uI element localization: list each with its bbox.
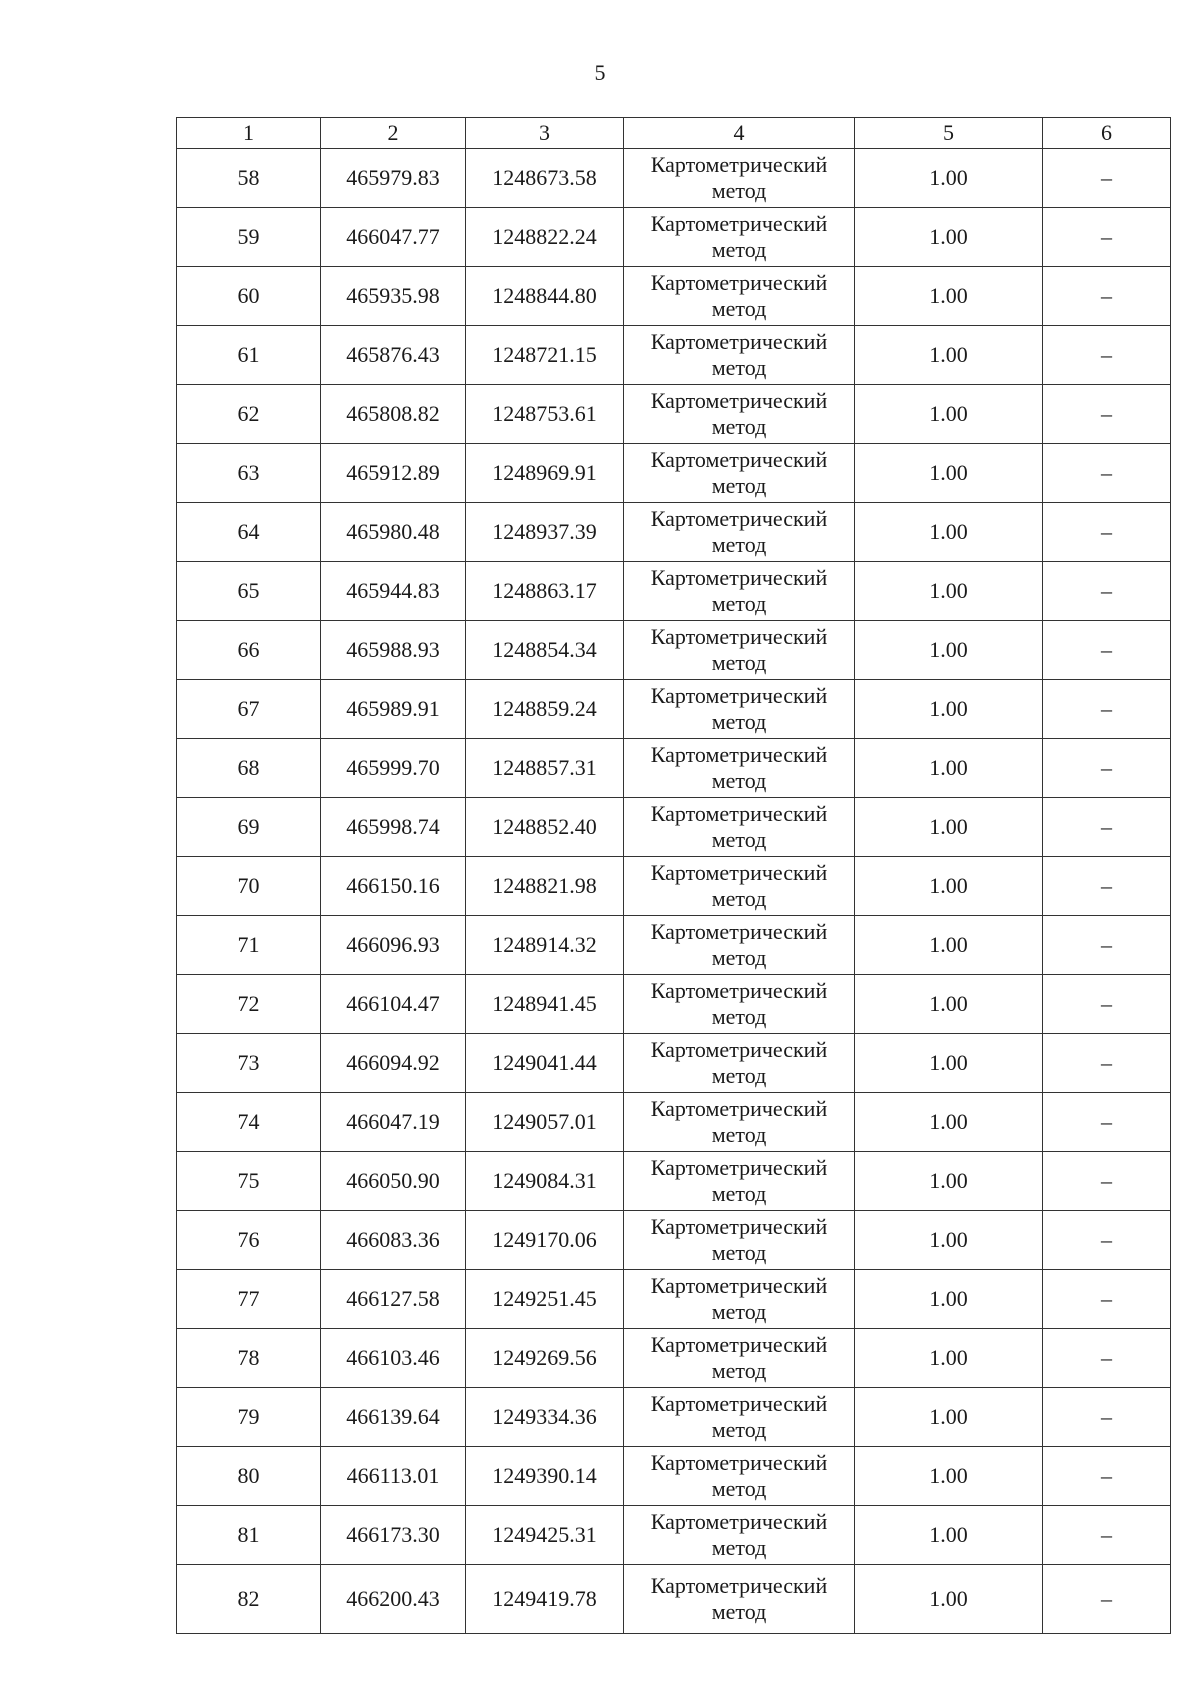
coordinates-table bbox=[176, 117, 1171, 1634]
x-coordinate-cell: 466047.19 bbox=[321, 1093, 466, 1152]
method-line-1: Картометрический bbox=[650, 978, 828, 1003]
method-line-1: Картометрический bbox=[650, 1096, 828, 1121]
table-row bbox=[177, 326, 1171, 385]
method-cell bbox=[624, 680, 855, 739]
point-number-cell: 78 bbox=[177, 1329, 321, 1388]
y-coordinate-cell: 1248753.61 bbox=[466, 385, 624, 444]
accuracy-cell: 1.00 bbox=[855, 267, 1043, 326]
point-number-cell: 82 bbox=[177, 1565, 321, 1634]
method-line-1: Картометрический bbox=[650, 919, 828, 944]
note-cell: – bbox=[1043, 1034, 1171, 1093]
point-number-cell: 59 bbox=[177, 208, 321, 267]
y-coordinate-cell: 1248852.40 bbox=[466, 798, 624, 857]
method-line-2: метод bbox=[711, 591, 767, 616]
accuracy-cell: 1.00 bbox=[855, 1329, 1043, 1388]
y-coordinate-cell: 1248914.32 bbox=[466, 916, 624, 975]
note-cell: – bbox=[1043, 621, 1171, 680]
method-line-2: метод bbox=[711, 296, 767, 321]
method-line-1: Картометрический bbox=[650, 565, 828, 590]
method-cell bbox=[624, 1270, 855, 1329]
table-row bbox=[177, 267, 1171, 326]
x-coordinate-cell: 466047.77 bbox=[321, 208, 466, 267]
x-coordinate-cell: 466094.92 bbox=[321, 1034, 466, 1093]
note-cell: – bbox=[1043, 857, 1171, 916]
accuracy-cell: 1.00 bbox=[855, 916, 1043, 975]
method-cell bbox=[624, 1447, 855, 1506]
method-line-1: Картометрический bbox=[650, 1332, 828, 1357]
method-line-2: метод bbox=[711, 1358, 767, 1383]
method-line-2: метод bbox=[711, 1181, 767, 1206]
table-row bbox=[177, 680, 1171, 739]
point-number-cell: 60 bbox=[177, 267, 321, 326]
method-cell bbox=[624, 975, 855, 1034]
x-coordinate-cell: 465989.91 bbox=[321, 680, 466, 739]
method-line-2: метод bbox=[711, 945, 767, 970]
x-coordinate-cell: 466139.64 bbox=[321, 1388, 466, 1447]
table-row bbox=[177, 1093, 1171, 1152]
column-header-6: 6 bbox=[1043, 118, 1171, 149]
method-line-1: Картометрический bbox=[650, 447, 828, 472]
method-line-2: метод bbox=[711, 886, 767, 911]
method-line-1: Картометрический bbox=[650, 1155, 828, 1180]
x-coordinate-cell: 466050.90 bbox=[321, 1152, 466, 1211]
table-row bbox=[177, 1270, 1171, 1329]
accuracy-cell: 1.00 bbox=[855, 798, 1043, 857]
y-coordinate-cell: 1248969.91 bbox=[466, 444, 624, 503]
method-line-2: метод bbox=[711, 355, 767, 380]
method-cell bbox=[624, 739, 855, 798]
method-cell bbox=[624, 1329, 855, 1388]
y-coordinate-cell: 1248822.24 bbox=[466, 208, 624, 267]
point-number-cell: 68 bbox=[177, 739, 321, 798]
x-coordinate-cell: 465808.82 bbox=[321, 385, 466, 444]
method-line-1: Картометрический bbox=[650, 1450, 828, 1475]
y-coordinate-cell: 1249084.31 bbox=[466, 1152, 624, 1211]
table-row bbox=[177, 739, 1171, 798]
table-row bbox=[177, 621, 1171, 680]
x-coordinate-cell: 466127.58 bbox=[321, 1270, 466, 1329]
note-cell: – bbox=[1043, 916, 1171, 975]
note-cell: – bbox=[1043, 739, 1171, 798]
point-number-cell: 75 bbox=[177, 1152, 321, 1211]
x-coordinate-cell: 466096.93 bbox=[321, 916, 466, 975]
accuracy-cell: 1.00 bbox=[855, 857, 1043, 916]
method-line-2: метод bbox=[711, 1122, 767, 1147]
point-number-cell: 69 bbox=[177, 798, 321, 857]
method-line-1: Картометрический bbox=[650, 506, 828, 531]
method-line-1: Картометрический bbox=[650, 388, 828, 413]
y-coordinate-cell: 1248863.17 bbox=[466, 562, 624, 621]
y-coordinate-cell: 1248673.58 bbox=[466, 149, 624, 208]
y-coordinate-cell: 1249419.78 bbox=[466, 1565, 624, 1634]
method-cell bbox=[624, 1093, 855, 1152]
table-row bbox=[177, 1506, 1171, 1565]
method-line-2: метод bbox=[711, 1063, 767, 1088]
column-header-4: 4 bbox=[624, 118, 855, 149]
table-row bbox=[177, 1211, 1171, 1270]
note-cell: – bbox=[1043, 1211, 1171, 1270]
note-cell: – bbox=[1043, 1270, 1171, 1329]
method-line-2: метод bbox=[711, 414, 767, 439]
method-line-2: метод bbox=[711, 473, 767, 498]
point-number-cell: 65 bbox=[177, 562, 321, 621]
y-coordinate-cell: 1249334.36 bbox=[466, 1388, 624, 1447]
method-cell bbox=[624, 385, 855, 444]
y-coordinate-cell: 1248821.98 bbox=[466, 857, 624, 916]
accuracy-cell: 1.00 bbox=[855, 739, 1043, 798]
x-coordinate-cell: 465988.93 bbox=[321, 621, 466, 680]
accuracy-cell: 1.00 bbox=[855, 1270, 1043, 1329]
accuracy-cell: 1.00 bbox=[855, 680, 1043, 739]
method-cell bbox=[624, 857, 855, 916]
point-number-cell: 71 bbox=[177, 916, 321, 975]
note-cell: – bbox=[1043, 1388, 1171, 1447]
method-line-1: Картометрический bbox=[650, 1391, 828, 1416]
table-body bbox=[177, 149, 1171, 1634]
page-number: 5 bbox=[594, 60, 606, 85]
y-coordinate-cell: 1249425.31 bbox=[466, 1506, 624, 1565]
method-line-2: метод bbox=[711, 1004, 767, 1029]
method-line-1: Картометрический bbox=[650, 211, 828, 236]
method-line-2: метод bbox=[711, 709, 767, 734]
y-coordinate-cell: 1248844.80 bbox=[466, 267, 624, 326]
y-coordinate-cell: 1248859.24 bbox=[466, 680, 624, 739]
point-number-cell: 63 bbox=[177, 444, 321, 503]
accuracy-cell: 1.00 bbox=[855, 1152, 1043, 1211]
x-coordinate-cell: 466103.46 bbox=[321, 1329, 466, 1388]
note-cell: – bbox=[1043, 1329, 1171, 1388]
y-coordinate-cell: 1249269.56 bbox=[466, 1329, 624, 1388]
method-line-1: Картометрический bbox=[650, 683, 828, 708]
method-cell bbox=[624, 1506, 855, 1565]
point-number-cell: 76 bbox=[177, 1211, 321, 1270]
table-row bbox=[177, 503, 1171, 562]
method-line-1: Картометрический bbox=[650, 270, 828, 295]
method-line-2: метод bbox=[711, 237, 767, 262]
column-header-3: 3 bbox=[466, 118, 624, 149]
y-coordinate-cell: 1249251.45 bbox=[466, 1270, 624, 1329]
method-cell bbox=[624, 1152, 855, 1211]
method-line-2: метод bbox=[711, 1299, 767, 1324]
accuracy-cell: 1.00 bbox=[855, 503, 1043, 562]
x-coordinate-cell: 466150.16 bbox=[321, 857, 466, 916]
method-line-1: Картометрический bbox=[650, 860, 828, 885]
y-coordinate-cell: 1248721.15 bbox=[466, 326, 624, 385]
note-cell: – bbox=[1043, 562, 1171, 621]
method-cell bbox=[624, 1211, 855, 1270]
method-line-2: метод bbox=[711, 532, 767, 557]
table-row bbox=[177, 385, 1171, 444]
x-coordinate-cell: 466104.47 bbox=[321, 975, 466, 1034]
point-number-cell: 77 bbox=[177, 1270, 321, 1329]
table-row bbox=[177, 916, 1171, 975]
method-cell bbox=[624, 1565, 855, 1634]
method-line-2: метод bbox=[711, 1535, 767, 1560]
note-cell: – bbox=[1043, 208, 1171, 267]
x-coordinate-cell: 465980.48 bbox=[321, 503, 466, 562]
x-coordinate-cell: 465876.43 bbox=[321, 326, 466, 385]
x-coordinate-cell: 466113.01 bbox=[321, 1447, 466, 1506]
method-line-1: Картометрический bbox=[650, 624, 828, 649]
table-row bbox=[177, 1565, 1171, 1634]
method-line-2: метод bbox=[711, 178, 767, 203]
method-line-1: Картометрический bbox=[650, 1214, 828, 1239]
method-cell bbox=[624, 444, 855, 503]
note-cell: – bbox=[1043, 385, 1171, 444]
method-cell bbox=[624, 326, 855, 385]
method-line-2: метод bbox=[711, 1240, 767, 1265]
x-coordinate-cell: 466173.30 bbox=[321, 1506, 466, 1565]
note-cell: – bbox=[1043, 503, 1171, 562]
x-coordinate-cell: 466083.36 bbox=[321, 1211, 466, 1270]
method-cell bbox=[624, 208, 855, 267]
accuracy-cell: 1.00 bbox=[855, 1093, 1043, 1152]
note-cell: – bbox=[1043, 1565, 1171, 1634]
method-cell bbox=[624, 1388, 855, 1447]
table-row bbox=[177, 1329, 1171, 1388]
point-number-cell: 79 bbox=[177, 1388, 321, 1447]
point-number-cell: 64 bbox=[177, 503, 321, 562]
point-number-cell: 73 bbox=[177, 1034, 321, 1093]
accuracy-cell: 1.00 bbox=[855, 562, 1043, 621]
method-cell bbox=[624, 916, 855, 975]
x-coordinate-cell: 465944.83 bbox=[321, 562, 466, 621]
method-line-2: метод bbox=[711, 1417, 767, 1442]
accuracy-cell: 1.00 bbox=[855, 208, 1043, 267]
method-line-1: Картометрический bbox=[650, 742, 828, 767]
point-number-cell: 74 bbox=[177, 1093, 321, 1152]
table-row bbox=[177, 149, 1171, 208]
note-cell: – bbox=[1043, 444, 1171, 503]
accuracy-cell: 1.00 bbox=[855, 1034, 1043, 1093]
method-cell bbox=[624, 798, 855, 857]
method-line-1: Картометрический bbox=[650, 1509, 828, 1534]
method-line-1: Картометрический bbox=[650, 1573, 828, 1598]
accuracy-cell: 1.00 bbox=[855, 444, 1043, 503]
method-line-2: метод bbox=[711, 650, 767, 675]
table-row bbox=[177, 1388, 1171, 1447]
method-line-2: метод bbox=[711, 1476, 767, 1501]
accuracy-cell: 1.00 bbox=[855, 975, 1043, 1034]
accuracy-cell: 1.00 bbox=[855, 621, 1043, 680]
accuracy-cell: 1.00 bbox=[855, 1506, 1043, 1565]
x-coordinate-cell: 466200.43 bbox=[321, 1565, 466, 1634]
point-number-cell: 61 bbox=[177, 326, 321, 385]
note-cell: – bbox=[1043, 1447, 1171, 1506]
accuracy-cell: 1.00 bbox=[855, 1211, 1043, 1270]
table-row bbox=[177, 444, 1171, 503]
table-row bbox=[177, 1034, 1171, 1093]
column-header-2: 2 bbox=[321, 118, 466, 149]
method-line-2: метод bbox=[711, 768, 767, 793]
note-cell: – bbox=[1043, 267, 1171, 326]
accuracy-cell: 1.00 bbox=[855, 1388, 1043, 1447]
method-line-2: метод bbox=[711, 827, 767, 852]
note-cell: – bbox=[1043, 1093, 1171, 1152]
x-coordinate-cell: 465979.83 bbox=[321, 149, 466, 208]
method-line-1: Картометрический bbox=[650, 329, 828, 354]
note-cell: – bbox=[1043, 680, 1171, 739]
x-coordinate-cell: 465999.70 bbox=[321, 739, 466, 798]
method-line-1: Картометрический bbox=[650, 801, 828, 826]
note-cell: – bbox=[1043, 149, 1171, 208]
y-coordinate-cell: 1248941.45 bbox=[466, 975, 624, 1034]
accuracy-cell: 1.00 bbox=[855, 385, 1043, 444]
table-row bbox=[177, 1152, 1171, 1211]
table-row bbox=[177, 975, 1171, 1034]
point-number-cell: 70 bbox=[177, 857, 321, 916]
note-cell: – bbox=[1043, 326, 1171, 385]
x-coordinate-cell: 465998.74 bbox=[321, 798, 466, 857]
y-coordinate-cell: 1249041.44 bbox=[466, 1034, 624, 1093]
x-coordinate-cell: 465912.89 bbox=[321, 444, 466, 503]
method-line-1: Картометрический bbox=[650, 1273, 828, 1298]
note-cell: – bbox=[1043, 798, 1171, 857]
method-cell bbox=[624, 149, 855, 208]
point-number-cell: 80 bbox=[177, 1447, 321, 1506]
accuracy-cell: 1.00 bbox=[855, 149, 1043, 208]
y-coordinate-cell: 1248857.31 bbox=[466, 739, 624, 798]
note-cell: – bbox=[1043, 1152, 1171, 1211]
y-coordinate-cell: 1248937.39 bbox=[466, 503, 624, 562]
method-cell bbox=[624, 503, 855, 562]
table-row bbox=[177, 1447, 1171, 1506]
point-number-cell: 58 bbox=[177, 149, 321, 208]
method-cell bbox=[624, 621, 855, 680]
table-header-row bbox=[177, 118, 1171, 149]
method-line-2: метод bbox=[711, 1599, 767, 1624]
method-cell bbox=[624, 267, 855, 326]
y-coordinate-cell: 1248854.34 bbox=[466, 621, 624, 680]
point-number-cell: 67 bbox=[177, 680, 321, 739]
point-number-cell: 81 bbox=[177, 1506, 321, 1565]
note-cell: – bbox=[1043, 975, 1171, 1034]
y-coordinate-cell: 1249170.06 bbox=[466, 1211, 624, 1270]
point-number-cell: 72 bbox=[177, 975, 321, 1034]
accuracy-cell: 1.00 bbox=[855, 326, 1043, 385]
point-number-cell: 62 bbox=[177, 385, 321, 444]
accuracy-cell: 1.00 bbox=[855, 1565, 1043, 1634]
table-row bbox=[177, 798, 1171, 857]
method-cell bbox=[624, 1034, 855, 1093]
table-row bbox=[177, 208, 1171, 267]
note-cell: – bbox=[1043, 1506, 1171, 1565]
y-coordinate-cell: 1249390.14 bbox=[466, 1447, 624, 1506]
method-cell bbox=[624, 562, 855, 621]
x-coordinate-cell: 465935.98 bbox=[321, 267, 466, 326]
method-line-1: Картометрический bbox=[650, 152, 828, 177]
column-header-5: 5 bbox=[855, 118, 1043, 149]
column-header-1: 1 bbox=[177, 118, 321, 149]
method-line-1: Картометрический bbox=[650, 1037, 828, 1062]
accuracy-cell: 1.00 bbox=[855, 1447, 1043, 1506]
table-row bbox=[177, 857, 1171, 916]
y-coordinate-cell: 1249057.01 bbox=[466, 1093, 624, 1152]
table-row bbox=[177, 562, 1171, 621]
point-number-cell: 66 bbox=[177, 621, 321, 680]
